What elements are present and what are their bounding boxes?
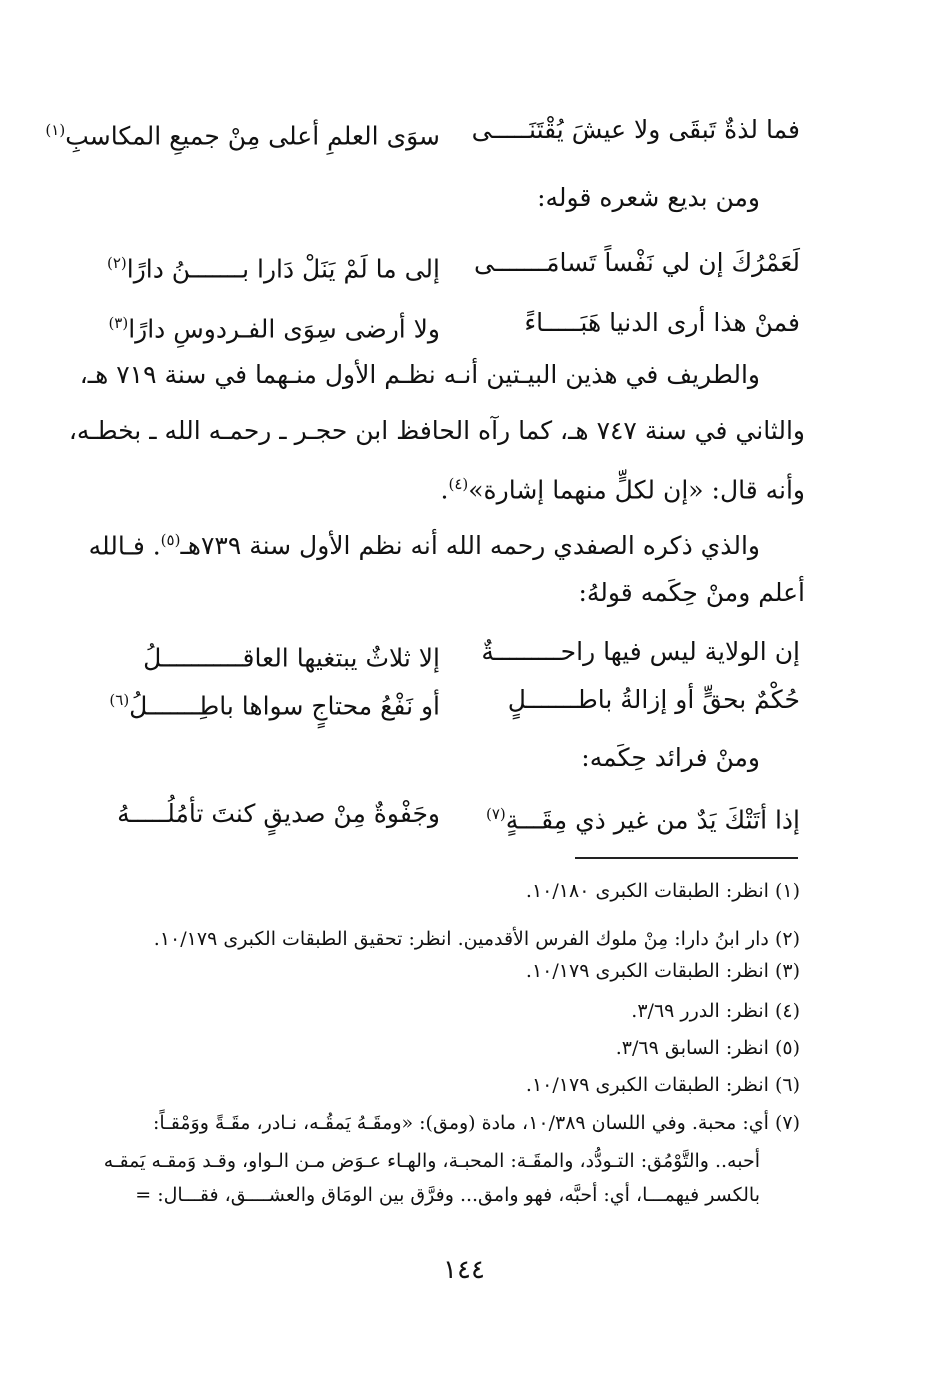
paragraph-2-line-1-text: والذي ذكره الصفدي رحمه الله أنه نظم الأول سنة ٧٣٩هـ [180, 531, 760, 561]
verse-2-second-text: إلى ما لَمْ يَنَلْ دَارا بـــــــنُ دارًا [126, 254, 440, 284]
footnote-separator [575, 857, 798, 859]
footnote-6-number: (٦) [774, 1074, 800, 1096]
paragraph-2-line-2 [105, 573, 805, 613]
footnote-7-text: أي: محبة. وفي اللسان ١٠/٣٨٩، مادة (ومق): «ومقَـهُ يَمقُـه، نـادر، مقَـةً ووَمْقـاً: [153, 1112, 769, 1134]
intro-line-1 [105, 178, 805, 218]
verse-4-first-hemistich: إن الولاية ليس فيها راحـــــــــةٌ [481, 637, 800, 666]
paragraph-1-line-2-text: والثاني في سنة ٧٤٧ هـ، كما رآه الحافظ ابن حجـر ـ رحمـه الله ـ بخطـه، [68, 416, 805, 445]
verse-3 [110, 303, 800, 343]
footnote-7-continuation-2: بالكسر فيهمـــا، أي: أحبَّه، فهو وامق... وفرَّق بين الومَاق والعشــــق، فقـــال: = [135, 1184, 760, 1206]
verse-6 [110, 794, 800, 834]
footnote-4 [120, 993, 800, 1029]
paragraph-1-line-2 [68, 411, 805, 451]
footnote-ref-2: (٢) [106, 254, 127, 272]
page-number: ١٤٤ [443, 1255, 485, 1285]
verse-1-first-hemistich: فما لذةٌ تَبقَى ولا عيشَ يُقْتَنَـــــى [471, 115, 800, 144]
footnote-2 [120, 921, 800, 957]
footnote-5-number: (٥) [774, 1037, 800, 1059]
verse-2-second-hemistich [106, 243, 440, 289]
footnote-7 [120, 1105, 800, 1141]
footnote-1-number: (١) [774, 880, 800, 902]
footnote-7-number: (٧) [774, 1112, 800, 1134]
intro-line-2 [105, 738, 805, 778]
footnote-6-text: انظر: الطبقات الكبرى ١٠/١٧٩. [525, 1074, 769, 1096]
footnote-ref-5: (٥) [160, 531, 181, 549]
verse-3-first-hemistich: فمنْ هذا أرى الدنيا هَبَـــــاءً [524, 308, 800, 337]
paragraph-2-line-2-text: أعلم ومنْ حِكَمه قولهُ: [578, 578, 805, 607]
verse-6-first-hemistich [485, 794, 800, 840]
paragraph-1-line-3-text: وأنه قال: «إن لكلٍّ منهما إشارة» [468, 475, 805, 505]
paragraph-1-line-3-end: . [440, 475, 449, 505]
verse-5-second-hemistich [110, 680, 440, 726]
verse-4-second-hemistich [110, 632, 440, 678]
verse-6-first-text: إذا أتَتْكَ يَدٌ من غير ذي مِقَـــةٍ [505, 805, 800, 835]
verse-6-second-hemistich: وجَفْوةٌ مِنْ صديقٍ كنتَ تأمُلُـــــهُ [117, 799, 440, 828]
footnote-3-number: (٣) [774, 960, 800, 982]
verse-5 [110, 680, 800, 720]
footnote-ref-4: (٤) [448, 475, 469, 493]
footnote-5 [120, 1030, 800, 1066]
footnote-4-text: انظر: الدرر ٣/٦٩. [631, 1000, 769, 1022]
verse-4-second-text: إلا ثلاثٌ يبتغيها العاقـــــــــــلُ [143, 643, 440, 673]
footnote-3 [120, 953, 800, 989]
footnote-ref-1: (١) [45, 121, 66, 139]
footnote-ref-7: (٧) [485, 805, 506, 823]
footnote-4-number: (٤) [774, 1000, 800, 1022]
footnote-ref-6: (٦) [109, 691, 130, 709]
verse-5-first-hemistich: حُكْمٌ بحقٍّ أو إزالةُ باطـــــــلٍ [507, 685, 800, 714]
verse-3-second-hemistich [110, 303, 440, 349]
footnote-2-text: دار ابنُ دارا: مِنْ ملوك الفرس الأقدمين. انظر: تحقيق الطبقات الكبرى ١٠/١٧٩. [153, 928, 769, 950]
paragraph-1-line-3 [105, 464, 805, 510]
verse-1-second-text: سوَى العلمِ أعلى مِنْ جميعِ المكاسبِ [65, 121, 440, 151]
footnote-1-text: انظر: الطبقات الكبرى ١٠/١٨٠. [525, 880, 769, 902]
verse-2-first-hemistich: لَعَمْرُكَ إن لي نَفْساً تَسامَـــــــى [474, 248, 800, 277]
verse-1-second-hemistich [45, 110, 440, 156]
footnote-2-number: (٢) [774, 928, 800, 950]
footnote-5-text: انظر: السابق ٣/٦٩. [615, 1037, 769, 1059]
verse-3-second-text: ولا أرضى سِوَى الفـردوسِ دارًا [128, 314, 440, 344]
footnote-1 [120, 873, 800, 909]
paragraph-1-line-1-text: والطريف في هذين البيـتين أنـه نظـم الأول منـهما في سنة ٧١٩ هـ، [79, 360, 760, 389]
intro-1-text: ومن بديع شعره قوله: [537, 183, 760, 212]
footnote-3-text: انظر: الطبقات الكبرى ١٠/١٧٩. [525, 960, 769, 982]
paragraph-1-line-1 [79, 355, 805, 395]
verse-4 [110, 632, 800, 672]
paragraph-2-line-1-end: . فـالله [88, 531, 161, 561]
verse-5-second-text: أو نَفْعُ محتاجٍ سواها باطِـــــــلُ [129, 691, 440, 721]
verse-1 [45, 110, 800, 151]
paragraph-2-line-1 [88, 520, 805, 566]
footnote-6 [120, 1067, 800, 1103]
verse-2 [106, 243, 800, 284]
footnote-ref-3: (٣) [108, 314, 129, 332]
intro-2-text: ومنْ فرائد حِكَمه: [581, 743, 760, 772]
footnote-7-continuation-1: أحبه.. والتَّوْمُق: التـودُّد، والمقَـة: المحبـة، والهـاء عـوَض مـن الـواو، وقـد وَمقـه يَمقـه [103, 1150, 760, 1172]
